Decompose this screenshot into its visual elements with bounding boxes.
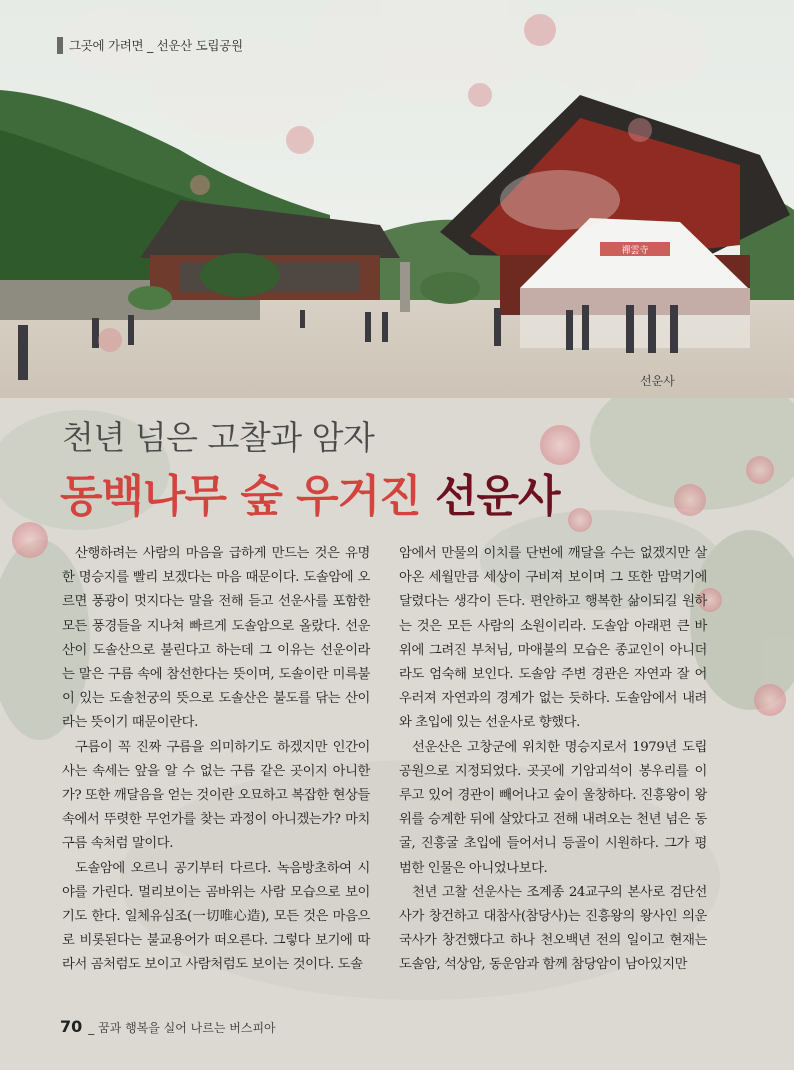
main-title xyxy=(60,460,560,524)
body-column-right xyxy=(399,542,707,978)
paragraph: 도솔암에 오르니 공기부터 다르다. 녹음방초하여 시야를 가린다. 멀리보이는 곰바위는 사람 모습으로 보이기도 한다. 일체유심조(一切唯心造), 모든 것은 마음으로 비롯된다는 불교용어가 떠오른다. 그렇다 보기에 따라서 곰처럼도 보이고 사람처럼도 보이는 것이다. 도솔 xyxy=(62,860,370,973)
main-title-part1: 동백나무 숲 우거진 xyxy=(60,471,435,522)
section-label: 그곳에 가려면 _ 선운산 도립공원 xyxy=(69,38,243,53)
paragraph: 산행하려는 사람의 마음을 급하게 만드는 것은 유명한 명승지를 빨리 보겠다는 마음 때문이다. 도솔암에 오르면 풍광이 멋지다는 말을 전해 듣고 선운사를 포함한 모든 풍경들을 지나쳐 빠르게 도솔암으로 올랐다. 선운산이 도솔산으로 불린다고 하는데 그 이유는 선운이라는 말은 구름 속에 참선한다는 뜻이며, 도솔이란 미륵불이 있는 도솔천궁의 뜻으로 도솔산은 불도를 닦는 산이라는 뜻이기 때문이란다. xyxy=(62,546,370,731)
body-column-left xyxy=(62,542,370,978)
paragraph: 천년 고찰 선운사는 조계종 24교구의 본사로 검단선사가 창건하고 대참사(참당사)는 진흥왕의 왕사인 의운국사가 창건했다고 하나 천오백년 전의 일이고 현재는 도솔암, 석상암, 동운암과 함께 참당암이 남아있지만 xyxy=(399,884,707,973)
header-bar xyxy=(57,37,63,54)
subtitle: 천년 넘은 고찰과 암자 xyxy=(62,418,375,457)
temple-photo xyxy=(0,0,794,398)
main-title-part2: 선운사 xyxy=(435,471,560,522)
page-footer xyxy=(60,1017,276,1036)
svg-text:禪雲寺: 禪雲寺 xyxy=(621,246,649,256)
paragraph: 구름이 꼭 진짜 구름을 의미하기도 하겠지만 인간이 사는 속세는 앞을 알 수 없는 구름 같은 곳이지 아니한가? 또한 깨달음을 얻는 것이란 오묘하고 복잡한 현상들속에서 뚜렷한 무언가를 찾는 과정이 아니겠는가? 마치 구름 속처럼 말이다. xyxy=(62,739,370,852)
magazine-name: _ 꿈과 행복을 실어 나르는 버스피아 xyxy=(88,1021,276,1035)
paragraph: 선운산은 고창군에 위치한 명승지로서 1979년 도립공원으로 지정되었다. 곳곳에 기암괴석이 봉우리를 이루고 있어 경관이 빼어나고 숲이 울창하다. 진흥왕이 왕위를 승계한 뒤에 살았다고 전해 내려오는 천년 넘은 동굴, 진흥굴 초입에 들어서니 등골이 시원하다. 그가 평범한 인물은 아니었나보다. xyxy=(399,739,707,876)
photo-caption: 선운사 xyxy=(640,374,675,388)
page-number: 70 xyxy=(60,1017,83,1036)
paragraph: 암에서 만물의 이치를 단번에 깨달을 수는 없겠지만 살아온 세월만큼 세상이 구비져 보이며 그 또한 맘먹기에 달렸다는 생각이 든다. 편안하고 행복한 삶이되길 원하는 것은 모든 사람의 소원이리라. 도솔암 아래편 큰 바위에 그려진 부처님, 마애불의 모습은 종교인이 아니더라도 엄숙해 보인다. 도솔암 주변 경관은 자연과 잘 어우러져 자연과의 경계가 없는 듯하다. 도솔암에서 내려와 초입에 있는 선운사로 향했다. xyxy=(399,546,707,731)
